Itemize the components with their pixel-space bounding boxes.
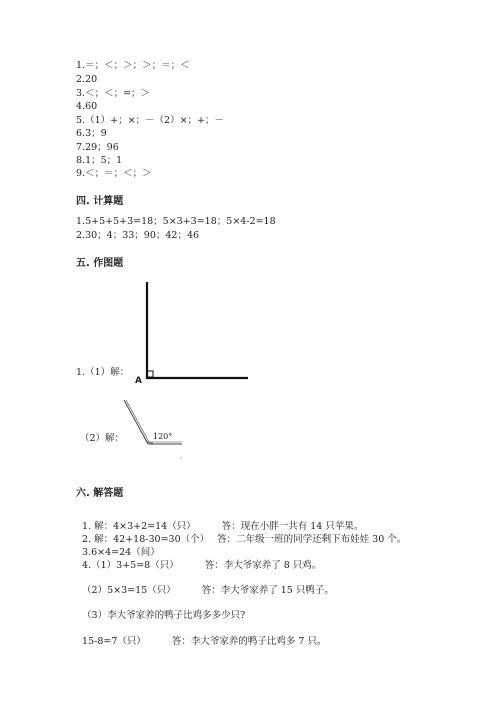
solution-line-7 (76, 624, 327, 648)
answer-line-8: 8.1；5；1 (76, 155, 123, 166)
solution-answer: 答：李大爷家养的鸭子比鸡多 7 只。 (171, 636, 327, 647)
solution-answer: 答：李大爷家养了 15 只鸭子。 (201, 585, 334, 596)
solution-calc: 3.6×4=24（间） (82, 547, 160, 558)
section-6-title: 六. 解答题 (76, 488, 124, 499)
section-5-title: 五. 作图题 (76, 258, 124, 269)
solution-calc: 4.（1）3+5=8（只） (82, 560, 179, 571)
answer-line-7: 7.29；96 (76, 142, 119, 153)
solution-calc: （3）李大爷家养的鸭子比鸡多多少只? (82, 610, 246, 621)
solution-calc: （2）5×3=15（只） (82, 585, 176, 596)
section-4-title: 四. 计算题 (76, 196, 124, 207)
answer-line-5: 5.（1）+；×；－（2）×；+；－ (76, 115, 224, 126)
solution-calc: 2. 解：42+18-30=30（个） (82, 534, 210, 545)
solution-answer: 答：现在小胖一共有 14 只苹果。 (221, 521, 364, 532)
calc-line-1: 1.5+5+5+3=18；5×3+3=18；5×4-2=18 (76, 216, 276, 227)
q2-label: （2）解： (80, 433, 125, 444)
answer-line-2: 2.20 (76, 74, 98, 85)
solution-answer: 答：李大爷家养了 8 只鸡。 (204, 560, 322, 571)
answer-line-9: 9.＜；＝；＜；＞ (76, 168, 152, 179)
vertex-label: A (135, 376, 142, 386)
solution-line-5 (76, 573, 334, 597)
solution-calc: 1. 解：4×3+2=14（只） (82, 521, 196, 532)
angle-label: 120° (153, 432, 173, 441)
calc-line-2: 2.30；4；33；90；42；46 (76, 230, 200, 241)
solution-calc: 15-8=7（只） (82, 636, 146, 647)
q1-label: 1.（1）解： (76, 367, 130, 378)
answer-line-3: 3.＜；＜；=；＞ (76, 88, 151, 99)
answer-line-6: 6.3；9 (76, 128, 107, 139)
right-angle-drawing (130, 280, 260, 390)
answer-line-4: 4.60 (76, 101, 98, 112)
solution-line-4 (76, 548, 321, 572)
solution-line-6 (76, 598, 245, 622)
solution-answer: 答：二年级一班的同学还剩下布娃娃 30 个。 (217, 534, 407, 545)
answer-line-1: 1.＝；＜；＞；＞；＝；＜ (76, 60, 190, 71)
